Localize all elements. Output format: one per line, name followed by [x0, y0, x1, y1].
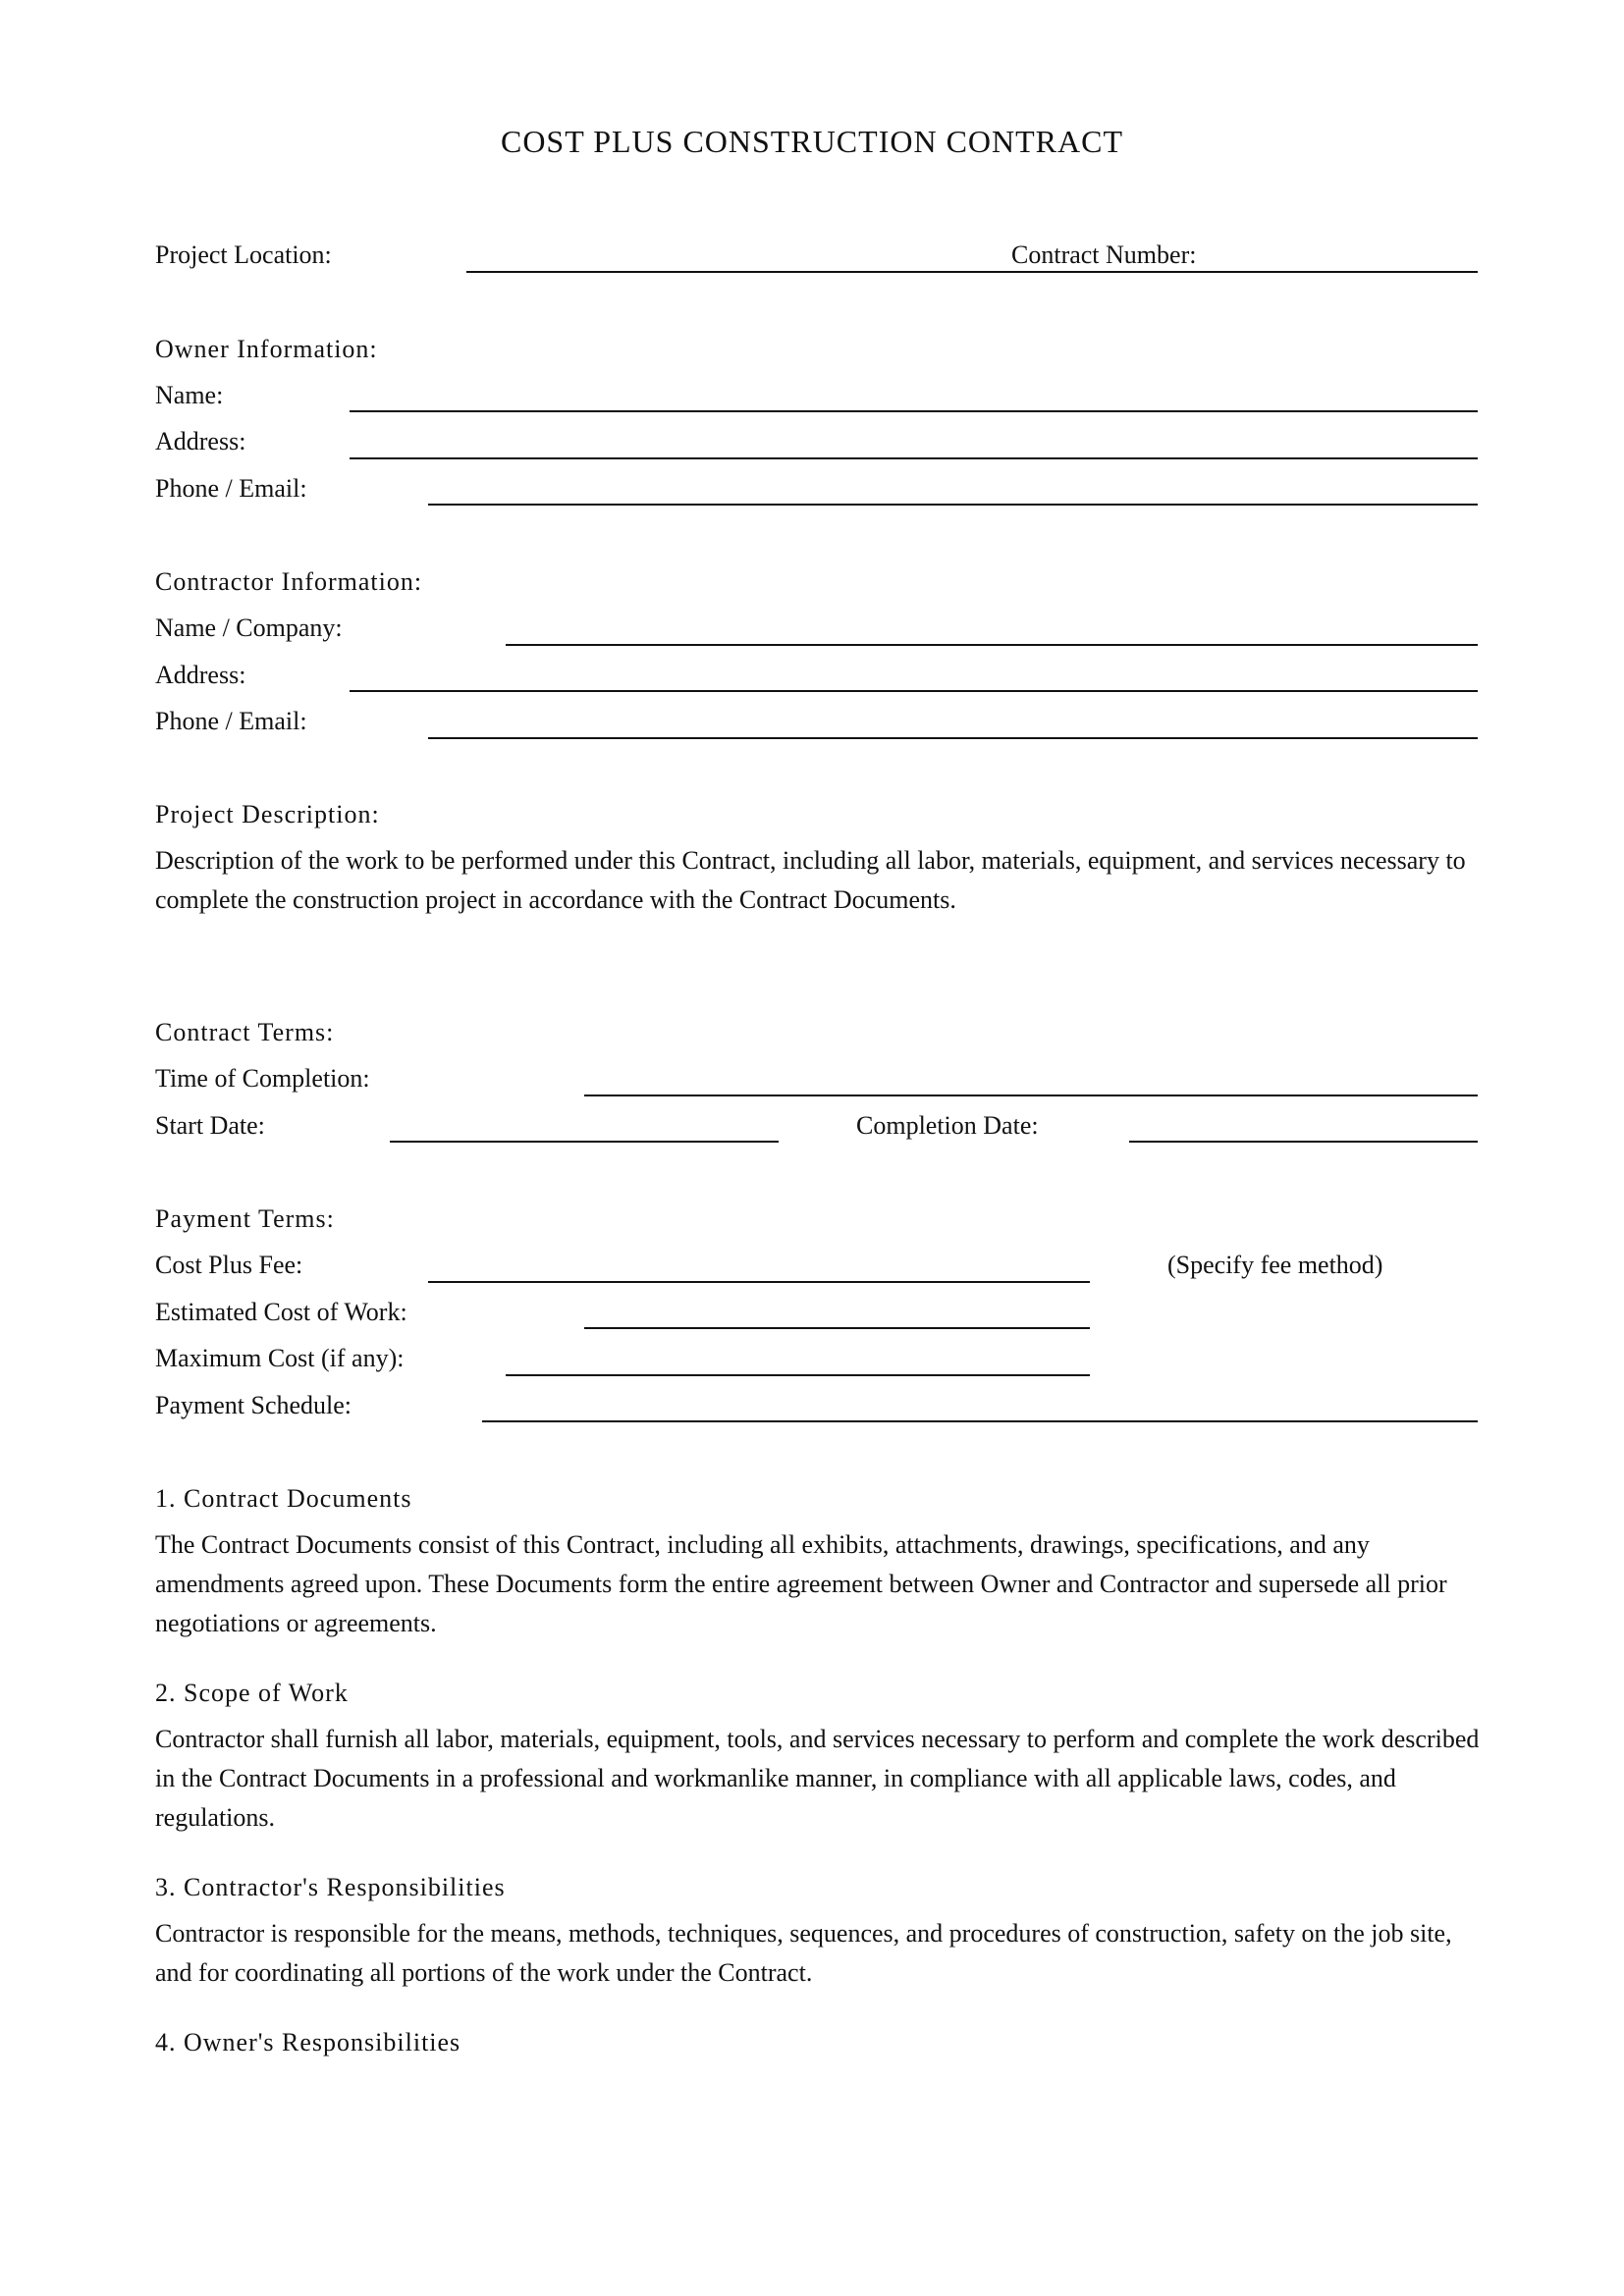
section-text: The Contract Documents consist of this Contract, including all exhibits, attachments, drawings, specifications, and any amendments agreed upon. These Documents form the entire agreement between Owner and Contractor and supersede all prior negotiations or agreements. [155, 1530, 1447, 1637]
contractor-address-field[interactable] [350, 690, 1478, 692]
estimated-cost-field[interactable] [584, 1327, 1090, 1329]
contractor-information-heading: Contractor Information: [155, 567, 423, 596]
owner-address-label: Address: [155, 427, 246, 455]
section-heading: 2. Scope of Work [155, 1679, 349, 1707]
owner-phone-email-field[interactable] [428, 504, 1478, 506]
time-of-completion-field[interactable] [584, 1095, 1478, 1096]
owner-address-field[interactable] [350, 457, 1478, 459]
section-heading: 1. Contract Documents [155, 1484, 412, 1513]
project-location-label: Project Location: [155, 240, 332, 269]
owner-information-heading: Owner Information: [155, 335, 378, 363]
cost-plus-fee-label: Cost Plus Fee: [155, 1251, 303, 1279]
section-text: Contractor shall furnish all labor, materials, equipment, tools, and services necessary to perform and complete the work described in the Contract Documents in a professional and workmanlike manner, in compliance with all applicable laws, codes, and regulations. [155, 1725, 1480, 1832]
payment-schedule-label: Payment Schedule: [155, 1391, 352, 1419]
project-description-heading: Project Description: [155, 800, 380, 828]
contract-number-label: Contract Number: [1011, 240, 1197, 269]
contractor-name-field[interactable] [506, 644, 1478, 646]
payment-schedule-field[interactable] [482, 1420, 1478, 1422]
cost-plus-fee-field[interactable] [428, 1281, 1090, 1283]
contractor-phone-email-field[interactable] [428, 737, 1478, 739]
owner-name-label: Name: [155, 381, 224, 409]
time-of-completion-label: Time of Completion: [155, 1064, 370, 1093]
maximum-cost-label: Maximum Cost (if any): [155, 1344, 405, 1372]
fee-method-note: (Specify fee method) [1167, 1251, 1383, 1279]
contractor-name-label: Name / Company: [155, 614, 343, 642]
document-title: COST PLUS CONSTRUCTION CONTRACT [500, 124, 1124, 159]
start-date-label: Start Date: [155, 1111, 265, 1140]
section-text: Contractor is responsible for the means, methods, techniques, sequences, and procedures of construction, safety on the job site, and for coordinating all portions of the work under the Contract. [155, 1919, 1452, 1987]
section-heading: 4. Owner's Responsibilities [155, 2028, 461, 2056]
completion-date-label: Completion Date: [856, 1111, 1039, 1140]
completion-date-field[interactable] [1129, 1141, 1478, 1143]
contractor-address-label: Address: [155, 661, 246, 689]
maximum-cost-field[interactable] [506, 1374, 1090, 1376]
contract-terms-heading: Contract Terms: [155, 1018, 335, 1046]
project-location-field[interactable] [466, 271, 1478, 273]
section-heading: 3. Contractor's Responsibilities [155, 1873, 506, 1901]
estimated-cost-label: Estimated Cost of Work: [155, 1298, 407, 1326]
owner-name-field[interactable] [350, 410, 1478, 412]
contractor-phone-email-label: Phone / Email: [155, 707, 307, 735]
project-description-text: Description of the work to be performed under this Contract, including all labor, materials, equipment, and services necessary to complete the construction project in accordance with the Contract Documents. [155, 846, 1466, 914]
owner-phone-email-label: Phone / Email: [155, 474, 307, 503]
payment-terms-heading: Payment Terms: [155, 1204, 335, 1233]
start-date-field[interactable] [390, 1141, 779, 1143]
